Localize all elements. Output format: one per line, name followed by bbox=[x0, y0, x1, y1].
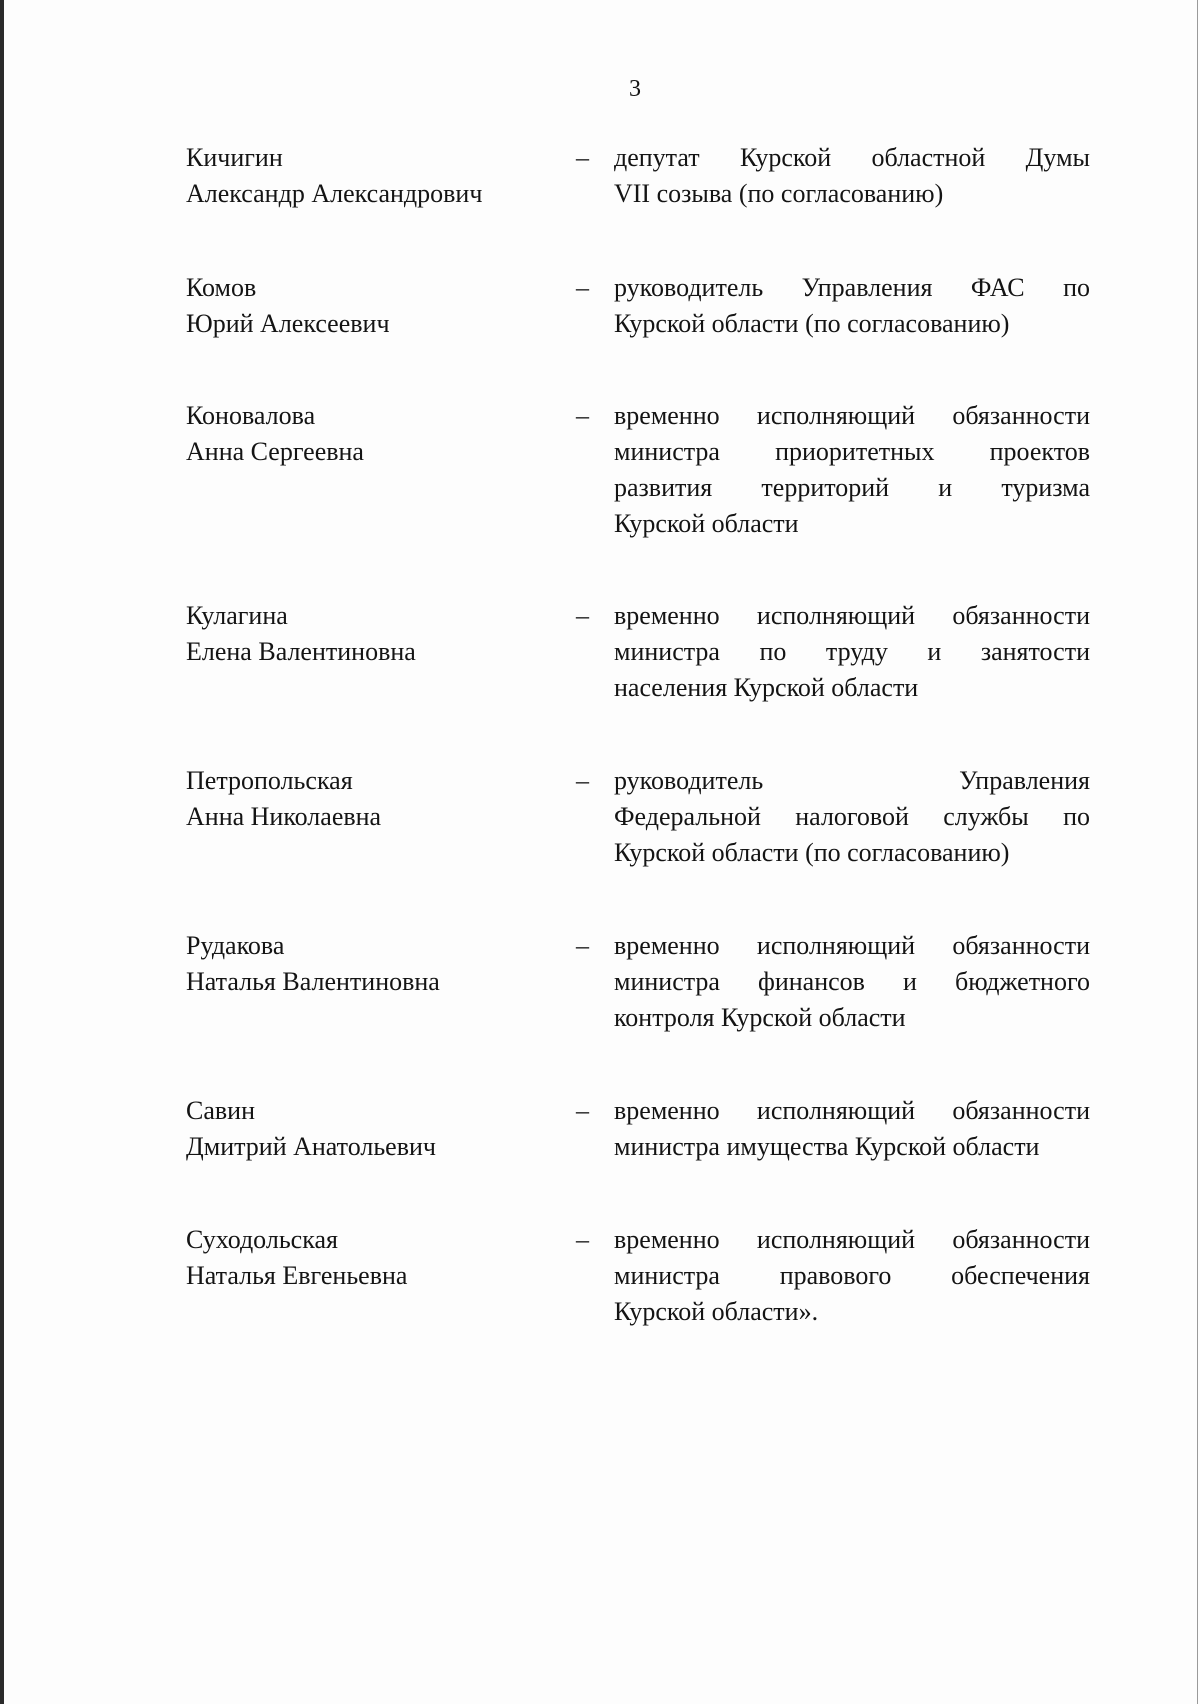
position-description bbox=[614, 398, 1090, 542]
description-line: министра финансов и бюджетного bbox=[614, 967, 1090, 996]
person-name bbox=[186, 140, 556, 212]
given-names: Наталья Валентиновна bbox=[186, 967, 440, 996]
position-description bbox=[614, 1222, 1090, 1330]
description-line: временно исполняющий обязанности bbox=[614, 401, 1090, 430]
surname: Комов bbox=[186, 273, 257, 302]
position-description bbox=[614, 763, 1090, 871]
description-line: населения Курской области bbox=[614, 673, 919, 702]
surname: Кулагина bbox=[186, 601, 288, 630]
person-name bbox=[186, 928, 556, 1000]
description-line: министра приоритетных проектов bbox=[614, 437, 1090, 466]
description-line: временно исполняющий обязанности bbox=[614, 1225, 1090, 1254]
surname: Коновалова bbox=[186, 401, 316, 430]
position-description bbox=[614, 1093, 1090, 1165]
description-line: Федеральной налоговой службы по bbox=[614, 802, 1090, 831]
description-line: временно исполняющий обязанности bbox=[614, 1096, 1090, 1125]
person-name bbox=[186, 763, 556, 835]
description-line: развития территорий и туризма bbox=[614, 473, 1090, 502]
description-line: депутат Курской областной Думы bbox=[614, 143, 1090, 172]
given-names: Елена Валентиновна bbox=[186, 637, 416, 666]
surname: Петропольская bbox=[186, 766, 353, 795]
dash: – bbox=[576, 601, 589, 630]
dash: – bbox=[576, 401, 589, 430]
description-line: руководитель Управления ФАС по bbox=[614, 273, 1090, 302]
description-line: VII созыва (по согласованию) bbox=[614, 179, 944, 208]
person-name bbox=[186, 1093, 556, 1165]
surname: Кичигин bbox=[186, 143, 283, 172]
scan-edge-left bbox=[0, 0, 4, 1704]
dash: – bbox=[576, 931, 589, 960]
description-line: министра имущества Курской области bbox=[614, 1132, 1040, 1161]
given-names: Анна Сергеевна bbox=[186, 437, 364, 466]
description-line: временно исполняющий обязанности bbox=[614, 601, 1090, 630]
person-name bbox=[186, 1222, 556, 1294]
dash: – bbox=[576, 273, 589, 302]
description-line: Курской области bbox=[614, 509, 799, 538]
position-description bbox=[614, 270, 1090, 342]
description-line: контроля Курской области bbox=[614, 1003, 906, 1032]
person-name bbox=[186, 270, 556, 342]
dash: – bbox=[576, 766, 589, 795]
dash: – bbox=[576, 143, 589, 172]
description-line: Курской области (по согласованию) bbox=[614, 838, 1010, 867]
description-line: министра по труду и занятости bbox=[614, 637, 1090, 666]
given-names: Дмитрий Анатольевич bbox=[186, 1132, 436, 1161]
given-names: Анна Николаевна bbox=[186, 802, 382, 831]
position-description bbox=[614, 928, 1090, 1036]
surname: Рудакова bbox=[186, 931, 285, 960]
given-names: Наталья Евгеньевна bbox=[186, 1261, 408, 1290]
description-line: временно исполняющий обязанности bbox=[614, 931, 1090, 960]
description-line: министра правового обеспечения bbox=[614, 1261, 1090, 1290]
surname: Савин bbox=[186, 1096, 255, 1125]
description-line: Курской области (по согласованию) bbox=[614, 309, 1010, 338]
description-line: Курской области». bbox=[614, 1297, 819, 1326]
page-number: 3 bbox=[629, 76, 641, 102]
position-description bbox=[614, 140, 1090, 212]
surname: Суходольская bbox=[186, 1225, 338, 1254]
position-description bbox=[614, 598, 1090, 706]
given-names: Юрий Алексеевич bbox=[186, 309, 390, 338]
person-name bbox=[186, 398, 556, 470]
dash: – bbox=[576, 1096, 589, 1125]
given-names: Александр Александрович bbox=[186, 179, 483, 208]
scan-edge-right bbox=[1197, 0, 1198, 1704]
person-name bbox=[186, 598, 556, 670]
dash: – bbox=[576, 1225, 589, 1254]
description-line: руководитель Управления bbox=[614, 766, 1090, 795]
